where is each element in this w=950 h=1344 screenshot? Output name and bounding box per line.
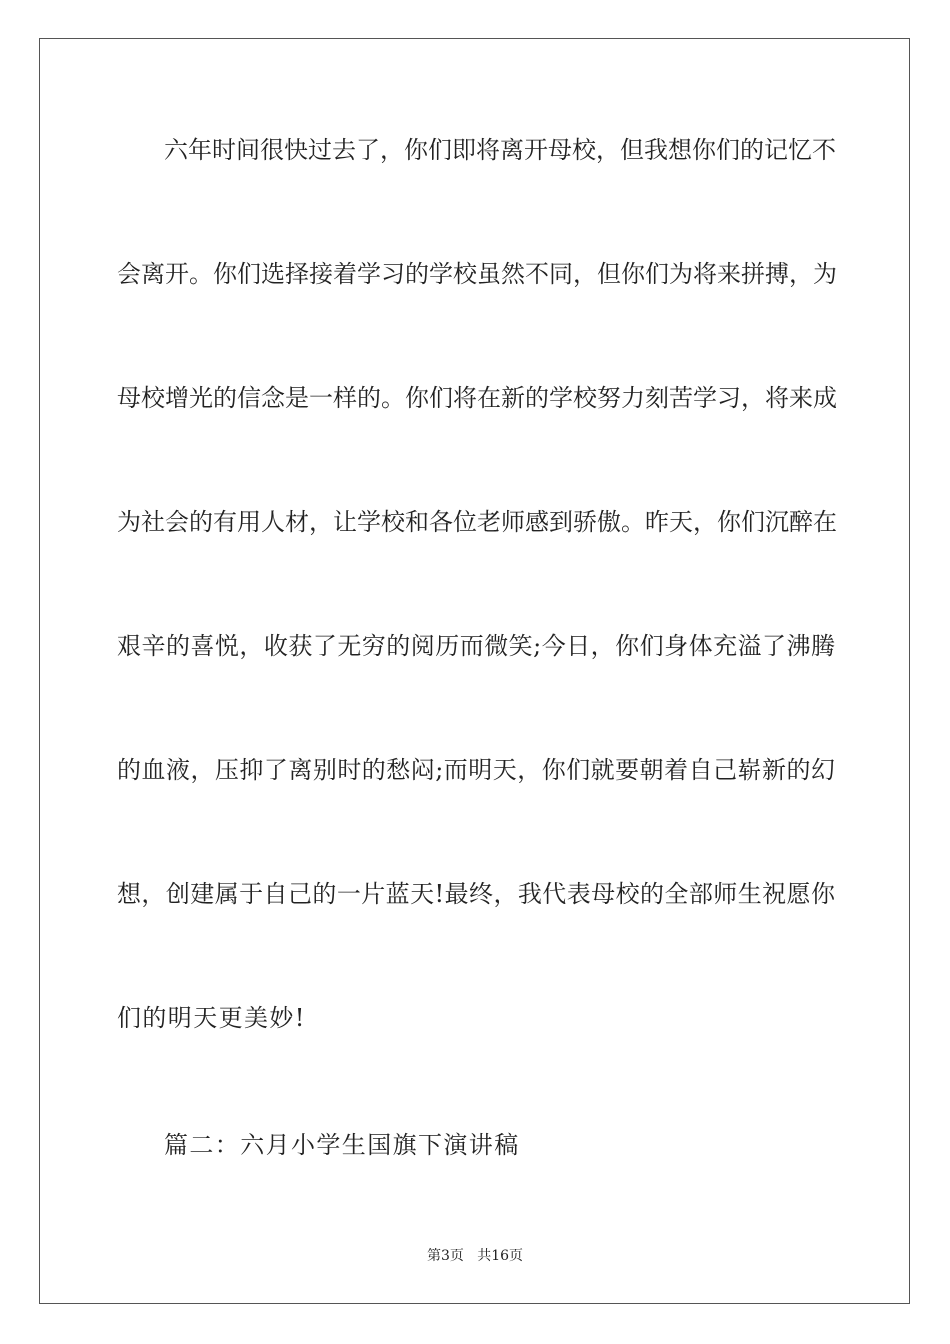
paragraph-line: 为社会的有用人材，让学校和各位老师感到骄傲。昨天，你们沉醉在 — [117, 508, 837, 536]
paragraph-line-last: 们的明天更美妙! — [117, 1004, 306, 1032]
paragraph-line: 的血液，压抑了离别时的愁闷;而明天，你们就要朝着自己崭新的幻 — [117, 756, 835, 784]
paragraph-line: 六年时间很快过去了，你们即将离开母校，但我想你们的记忆不 — [164, 136, 836, 164]
paragraph-line: 艰辛的喜悦，收获了无穷的阅历而微笑;今日，你们身体充溢了沸腾 — [117, 632, 835, 660]
paragraph-line: 想，创建属于自己的一片蓝天!最终，我代表母校的全部师生祝愿你 — [117, 880, 835, 908]
speech-paragraph — [117, 120, 835, 1112]
section-heading: 篇二：六月小学生国旗下演讲稿 — [164, 1131, 520, 1159]
page-number-footer: 第3页 共16页 — [426, 1248, 524, 1264]
paragraph-line: 会离开。你们选择接着学习的学校虽然不同，但你们为将来拼搏，为 — [117, 260, 837, 288]
paragraph-line: 母校增光的信念是一样的。你们将在新的学校努力刻苦学习，将来成 — [117, 384, 837, 412]
